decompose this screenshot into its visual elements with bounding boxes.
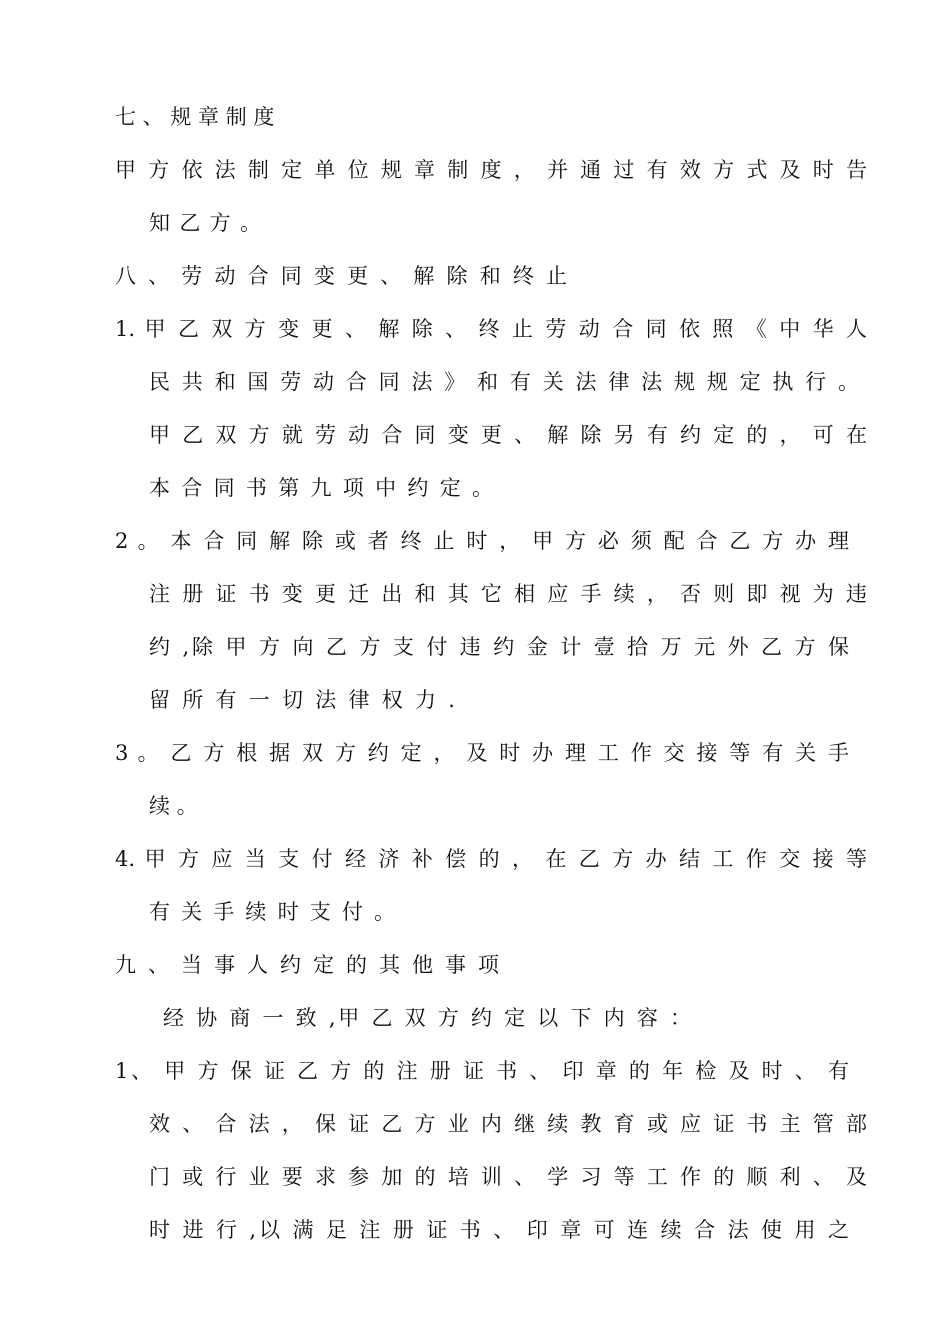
paragraph-line: 约 ,除 甲 方 向 乙 方 支 付 违 约 金 计 壹 拾 万 元 外 乙 方 保 <box>149 635 849 659</box>
list-item-line: 3 。 乙 方 根 据 双 方 约 定 ， 及 时 办 理 工 作 交 接 等 有 关 手 <box>115 741 849 765</box>
paragraph-line: 甲 方 依 法 制 定 单 位 规 章 制 度 ， 并 通 过 有 效 方 式 及 时 告 <box>115 158 867 182</box>
section-heading-9: 九 、 当 事 人 约 定 的 其 他 事 项 <box>115 953 499 977</box>
paragraph-line: 续 。 <box>149 794 198 818</box>
paragraph-line: 留 所 有 一 切 法 律 权 力 . <box>149 688 455 712</box>
list-item-line: 1、 甲 方 保 证 乙 方 的 注 册 证 书 、 印 章 的 年 检 及 时 、 有 <box>115 1059 849 1083</box>
paragraph-line: 效 、 合 法 ， 保 证 乙 方 业 内 继 续 教 育 或 应 证 书 主 管 部 <box>149 1112 867 1136</box>
paragraph-line: 甲 乙 双 方 就 劳 动 合 同 变 更 、 解 除 另 有 约 定 的 ， 可 在 <box>149 423 867 447</box>
paragraph-line: 知 乙 方 。 <box>149 211 261 235</box>
paragraph-line: 注 册 证 书 变 更 迁 出 和 其 它 相 应 手 续 ， 否 则 即 视 为 违 <box>149 582 867 606</box>
paragraph-line: 时 进 行 ,以 满 足 注 册 证 书 、 印 章 可 连 续 合 法 使 用 之 <box>149 1218 849 1242</box>
paragraph-line: 门 或 行 业 要 求 参 加 的 培 训 、 学 习 等 工 作 的 顺 利 、 及 <box>149 1165 867 1189</box>
paragraph-line: 民 共 和 国 劳 动 合 同 法 》 和 有 关 法 律 法 规 规 定 执 行 。 <box>149 370 859 394</box>
list-item-line: 4. 甲 方 应 当 支 付 经 济 补 偿 的 ， 在 乙 方 办 结 工 作 交 接 等 <box>115 847 868 871</box>
section-heading-7: 七 、 规 章 制 度 <box>115 105 275 129</box>
paragraph-line: 本 合 同 书 第 九 项 中 约 定 。 <box>149 476 493 500</box>
paragraph-line: 经 协 商 一 致 ,甲 乙 双 方 约 定 以 下 内 容 ： <box>163 1006 691 1030</box>
list-item-line: 1. 甲 乙 双 方 变 更 、 解 除 、 终 止 劳 动 合 同 依 照 《 中 华 人 <box>115 317 868 341</box>
section-heading-8: 八 、 劳 动 合 同 变 更 、 解 除 和 终 止 <box>115 264 567 288</box>
list-item-line: 2 。 本 合 同 解 除 或 者 终 止 时 ， 甲 方 必 须 配 合 乙 方 办 理 <box>115 529 849 553</box>
paragraph-line: 有 关 手 续 时 支 付 。 <box>149 900 395 924</box>
